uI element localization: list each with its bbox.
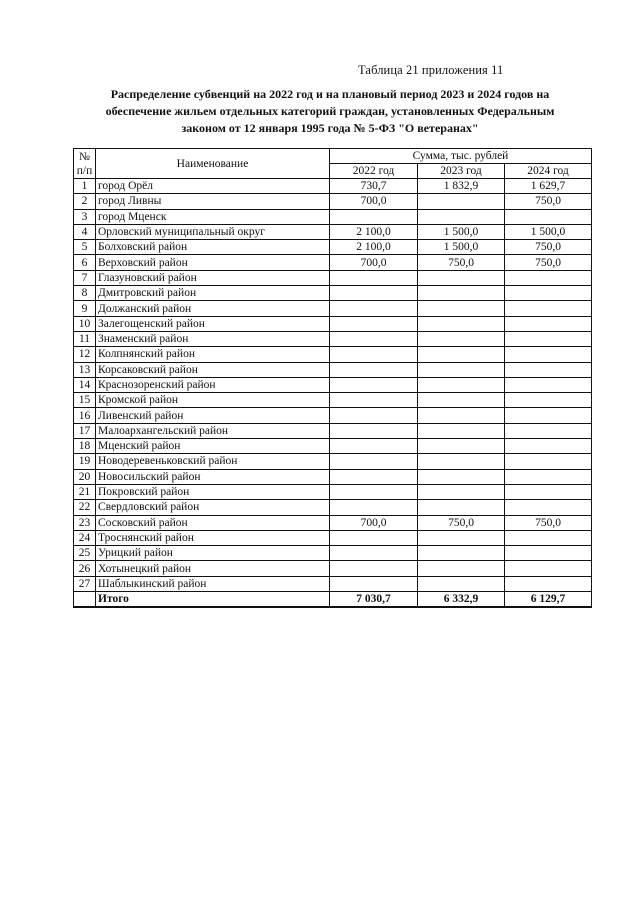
- row-value-2022: [330, 439, 418, 454]
- row-value-2024: 1 629,7: [505, 179, 592, 194]
- table-row: [74, 209, 592, 224]
- row-value-2023: 750,0: [418, 255, 505, 270]
- total-row: [74, 592, 592, 608]
- table-row: [74, 469, 592, 484]
- row-name: Ливенский район: [96, 408, 330, 423]
- row-value-2024: [505, 362, 592, 377]
- table-row: [74, 530, 592, 545]
- row-value-2023: [418, 561, 505, 576]
- row-value-2023: [418, 530, 505, 545]
- table-row: [74, 423, 592, 438]
- row-name: Должанский район: [96, 301, 330, 316]
- row-value-2023: [418, 316, 505, 331]
- row-value-2024: [505, 439, 592, 454]
- row-value-2024: [505, 561, 592, 576]
- row-name: Залегощенский район: [96, 316, 330, 331]
- table-row: [74, 301, 592, 316]
- row-number: 3: [74, 209, 96, 224]
- total-num: [74, 592, 96, 608]
- table-row: [74, 500, 592, 515]
- table-row: [74, 561, 592, 576]
- header-year-2024: 2024 год: [505, 164, 592, 179]
- row-value-2024: [505, 316, 592, 331]
- total-2022: 7 030,7: [330, 592, 418, 608]
- row-value-2024: 750,0: [505, 194, 592, 209]
- row-value-2023: [418, 576, 505, 591]
- table-row: [74, 515, 592, 530]
- row-value-2024: [505, 301, 592, 316]
- row-value-2023: [418, 286, 505, 301]
- row-name: город Орёл: [96, 179, 330, 194]
- table-row: [74, 179, 592, 194]
- header-num-line1: №: [79, 150, 90, 163]
- row-value-2023: [418, 546, 505, 561]
- row-number: 12: [74, 347, 96, 362]
- row-number: 7: [74, 270, 96, 285]
- row-name: Верховский район: [96, 255, 330, 270]
- row-value-2024: 750,0: [505, 515, 592, 530]
- row-value-2023: [418, 270, 505, 285]
- table-row: [74, 576, 592, 591]
- row-value-2023: [418, 331, 505, 346]
- row-name: Новосильский район: [96, 469, 330, 484]
- table-row: [74, 240, 592, 255]
- row-value-2024: [505, 530, 592, 545]
- row-number: 2: [74, 194, 96, 209]
- row-value-2022: [330, 546, 418, 561]
- table-row: [74, 454, 592, 469]
- row-name: Троснянский район: [96, 530, 330, 545]
- row-value-2024: [505, 423, 592, 438]
- table-reference: Таблица 21 приложения 11: [358, 63, 504, 77]
- row-number: 22: [74, 500, 96, 515]
- total-2023: 6 332,9: [418, 592, 505, 608]
- row-value-2022: 2 100,0: [330, 224, 418, 239]
- row-number: 25: [74, 546, 96, 561]
- table-row: [74, 347, 592, 362]
- row-value-2024: [505, 286, 592, 301]
- row-value-2022: [330, 270, 418, 285]
- row-value-2023: [418, 423, 505, 438]
- row-value-2022: 700,0: [330, 255, 418, 270]
- row-name: Хотынецкий район: [96, 561, 330, 576]
- table-row: [74, 194, 592, 209]
- row-number: 15: [74, 393, 96, 408]
- subsidy-table: [73, 148, 592, 608]
- row-number: 24: [74, 530, 96, 545]
- row-name: город Мценск: [96, 209, 330, 224]
- table-row: [74, 255, 592, 270]
- row-name: Покровский район: [96, 484, 330, 499]
- header-name: Наименование: [96, 149, 330, 179]
- row-value-2023: [418, 301, 505, 316]
- row-value-2022: [330, 561, 418, 576]
- row-value-2023: 1 500,0: [418, 224, 505, 239]
- row-number: 16: [74, 408, 96, 423]
- row-name: Дмитровский район: [96, 286, 330, 301]
- row-number: 14: [74, 377, 96, 392]
- row-number: 11: [74, 331, 96, 346]
- table-row: [74, 286, 592, 301]
- row-value-2022: [330, 377, 418, 392]
- row-value-2022: [330, 454, 418, 469]
- row-name: Знаменский район: [96, 331, 330, 346]
- row-number: 4: [74, 224, 96, 239]
- row-number: 18: [74, 439, 96, 454]
- row-value-2022: [330, 408, 418, 423]
- row-value-2024: [505, 209, 592, 224]
- row-number: 9: [74, 301, 96, 316]
- table-row: [74, 377, 592, 392]
- row-value-2024: [505, 546, 592, 561]
- row-value-2022: 730,7: [330, 179, 418, 194]
- row-value-2023: [418, 500, 505, 515]
- row-number: 19: [74, 454, 96, 469]
- row-value-2022: 2 100,0: [330, 240, 418, 255]
- row-value-2022: [330, 576, 418, 591]
- row-number: 13: [74, 362, 96, 377]
- row-number: 23: [74, 515, 96, 530]
- table-body: [74, 179, 592, 592]
- row-value-2024: [505, 393, 592, 408]
- row-name: Кромской район: [96, 393, 330, 408]
- row-value-2022: [330, 301, 418, 316]
- row-value-2023: 750,0: [418, 515, 505, 530]
- row-number: 5: [74, 240, 96, 255]
- row-name: Урицкий район: [96, 546, 330, 561]
- row-value-2022: [330, 286, 418, 301]
- header-num-line2: п/п: [76, 164, 93, 177]
- row-value-2022: [330, 362, 418, 377]
- row-number: 1: [74, 179, 96, 194]
- row-value-2024: [505, 500, 592, 515]
- table-row: [74, 224, 592, 239]
- table-row: [74, 408, 592, 423]
- row-value-2024: [505, 270, 592, 285]
- row-value-2023: [418, 362, 505, 377]
- row-value-2022: [330, 500, 418, 515]
- row-value-2024: [505, 454, 592, 469]
- row-value-2023: [418, 439, 505, 454]
- row-name: город Ливны: [96, 194, 330, 209]
- row-value-2022: [330, 423, 418, 438]
- row-value-2023: 1 832,9: [418, 179, 505, 194]
- row-number: 6: [74, 255, 96, 270]
- row-name: Краснозоренский район: [96, 377, 330, 392]
- total-label: Итого: [96, 592, 330, 608]
- title-line-1: Распределение субвенций на 2022 год и на плановый период 2023 и 2024 годов на: [110, 87, 550, 101]
- table-row: [74, 484, 592, 499]
- row-number: 20: [74, 469, 96, 484]
- row-name: Орловский муниципальный округ: [96, 224, 330, 239]
- row-number: 10: [74, 316, 96, 331]
- document-title: [60, 86, 600, 137]
- row-number: 26: [74, 561, 96, 576]
- table-row: [74, 393, 592, 408]
- row-value-2022: [330, 530, 418, 545]
- row-value-2023: [418, 408, 505, 423]
- row-value-2024: [505, 347, 592, 362]
- row-value-2022: [330, 469, 418, 484]
- row-value-2023: [418, 454, 505, 469]
- row-value-2022: 700,0: [330, 515, 418, 530]
- row-value-2024: 750,0: [505, 240, 592, 255]
- header-num: [74, 149, 96, 179]
- row-value-2022: [330, 484, 418, 499]
- row-name: Шаблыкинский район: [96, 576, 330, 591]
- row-value-2023: [418, 377, 505, 392]
- row-name: Новодеревеньковский район: [96, 454, 330, 469]
- header-year-2023: 2023 год: [418, 164, 505, 179]
- row-value-2024: [505, 408, 592, 423]
- row-value-2022: [330, 393, 418, 408]
- row-value-2024: 750,0: [505, 255, 592, 270]
- row-value-2023: [418, 194, 505, 209]
- title-line-3: законом от 12 января 1995 года № 5-ФЗ "О ветеранах": [181, 121, 479, 135]
- row-number: 8: [74, 286, 96, 301]
- table-row: [74, 316, 592, 331]
- row-number: 21: [74, 484, 96, 499]
- table-row: [74, 546, 592, 561]
- title-line-2: обеспечение жильем отдельных категорий граждан, установленных Федеральным: [105, 104, 555, 118]
- total-2024: 6 129,7: [505, 592, 592, 608]
- table-row: [74, 439, 592, 454]
- row-value-2022: [330, 316, 418, 331]
- row-value-2023: [418, 347, 505, 362]
- row-value-2023: [418, 469, 505, 484]
- row-value-2024: [505, 331, 592, 346]
- row-value-2022: [330, 331, 418, 346]
- row-name: Глазуновский район: [96, 270, 330, 285]
- table-row: [74, 331, 592, 346]
- row-value-2024: 1 500,0: [505, 224, 592, 239]
- table-row: [74, 270, 592, 285]
- row-name: Мценский район: [96, 439, 330, 454]
- row-value-2023: 1 500,0: [418, 240, 505, 255]
- row-name: Малоархангельский район: [96, 423, 330, 438]
- row-value-2022: [330, 209, 418, 224]
- row-name: Колпнянский район: [96, 347, 330, 362]
- row-value-2023: [418, 484, 505, 499]
- row-value-2022: [330, 347, 418, 362]
- header-year-2022: 2022 год: [330, 164, 418, 179]
- row-value-2024: [505, 576, 592, 591]
- row-value-2024: [505, 469, 592, 484]
- row-name: Болховский район: [96, 240, 330, 255]
- row-number: 27: [74, 576, 96, 591]
- row-value-2024: [505, 484, 592, 499]
- row-number: 17: [74, 423, 96, 438]
- row-value-2024: [505, 377, 592, 392]
- row-value-2022: 700,0: [330, 194, 418, 209]
- header-sum: Сумма, тыс. рублей: [330, 149, 592, 164]
- table-row: [74, 362, 592, 377]
- row-name: Сосковский район: [96, 515, 330, 530]
- row-value-2023: [418, 209, 505, 224]
- row-name: Корсаковский район: [96, 362, 330, 377]
- row-value-2023: [418, 393, 505, 408]
- row-name: Свердловский район: [96, 500, 330, 515]
